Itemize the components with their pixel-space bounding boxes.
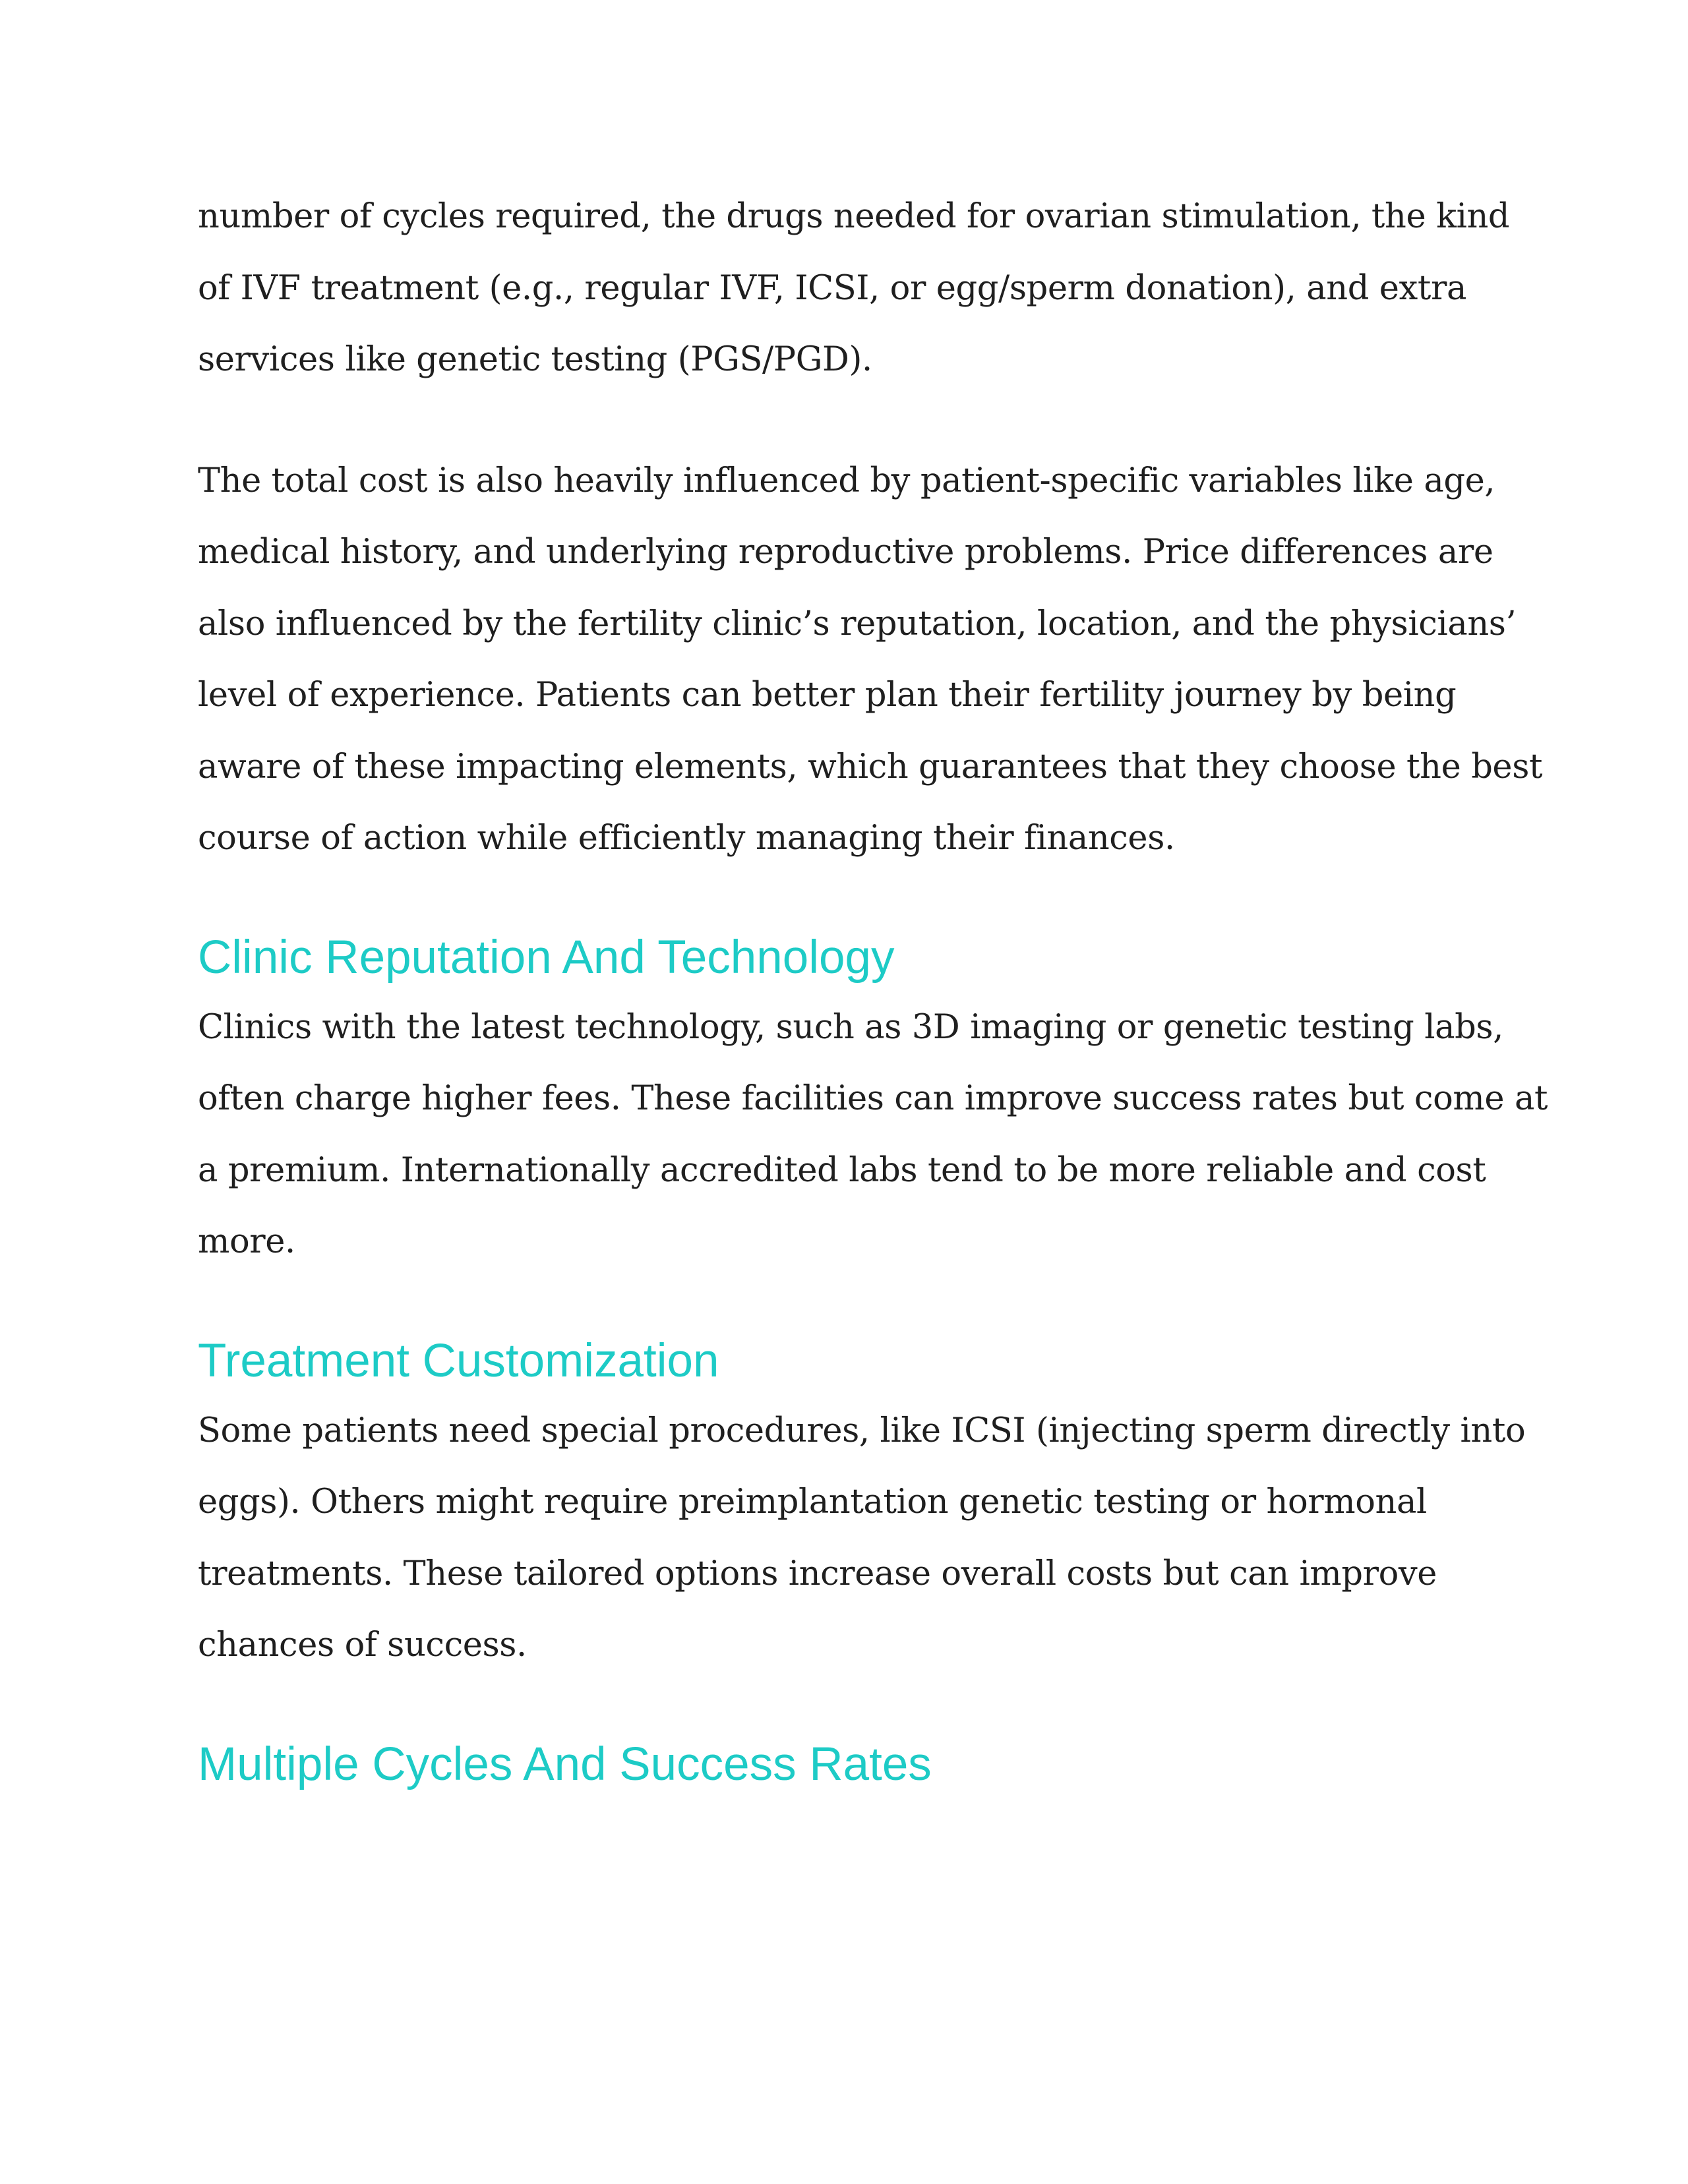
text-line: chances of success.: [198, 1626, 527, 1665]
section-spacer: [198, 1278, 1503, 1330]
text-line: services like genetic testing (PGS/PGD).: [198, 340, 872, 379]
text-line: number of cycles required, the drugs needed for ovarian stimulation, the kind: [198, 197, 1510, 236]
cost-factors-paragraph: [198, 446, 1543, 875]
intro-paragraph-continued: [198, 181, 1510, 396]
section-spacer: [198, 875, 1503, 926]
section-heading-treatment-customization: Treatment Customization: [198, 1334, 719, 1387]
document-page: [198, 181, 1548, 1796]
text-line: of IVF treatment (e.g., regular IVF, ICSI, or egg/sperm donation), and extra: [198, 268, 1466, 308]
section-heading-clinic-reputation: Clinic Reputation And Technology: [198, 931, 895, 984]
text-line: The total cost is also heavily influenced by patient-specific variables like age,: [198, 461, 1495, 500]
text-line: medical history, and underlying reproductive problems. Price differences are: [198, 533, 1493, 572]
text-line: eggs). Others might require preimplantation genetic testing or hormonal: [198, 1483, 1427, 1521]
text-line: course of action while efficiently managing their finances.: [198, 819, 1175, 858]
text-line: Clinics with the latest technology, such as 3D imaging or genetic testing labs,: [198, 1007, 1503, 1047]
text-line: also influenced by the fertility clinic’s reputation, location, and the physicians’: [198, 604, 1517, 643]
text-line: more.: [198, 1222, 295, 1261]
text-line: aware of these impacting elements, which guarantees that they choose the best: [198, 747, 1543, 786]
text-line: Some patients need special procedures, like ICSI (injecting sperm directly into: [198, 1411, 1526, 1450]
text-line: often charge higher fees. These facilities can improve success rates but come at: [198, 1079, 1548, 1118]
section-spacer: [198, 1682, 1503, 1733]
treatment-customization-paragraph: [198, 1396, 1526, 1682]
text-line: a premium. Internationally accredited labs tend to be more reliable and cost: [198, 1150, 1486, 1190]
paragraph-spacer: [198, 396, 1503, 446]
section-heading-multiple-cycles: Multiple Cycles And Success Rates: [198, 1738, 932, 1790]
clinic-reputation-paragraph: [198, 992, 1548, 1278]
text-line: treatments. These tailored options increase overall costs but can improve: [198, 1554, 1437, 1593]
text-line: level of experience. Patients can better plan their fertility journey by being: [198, 676, 1457, 715]
